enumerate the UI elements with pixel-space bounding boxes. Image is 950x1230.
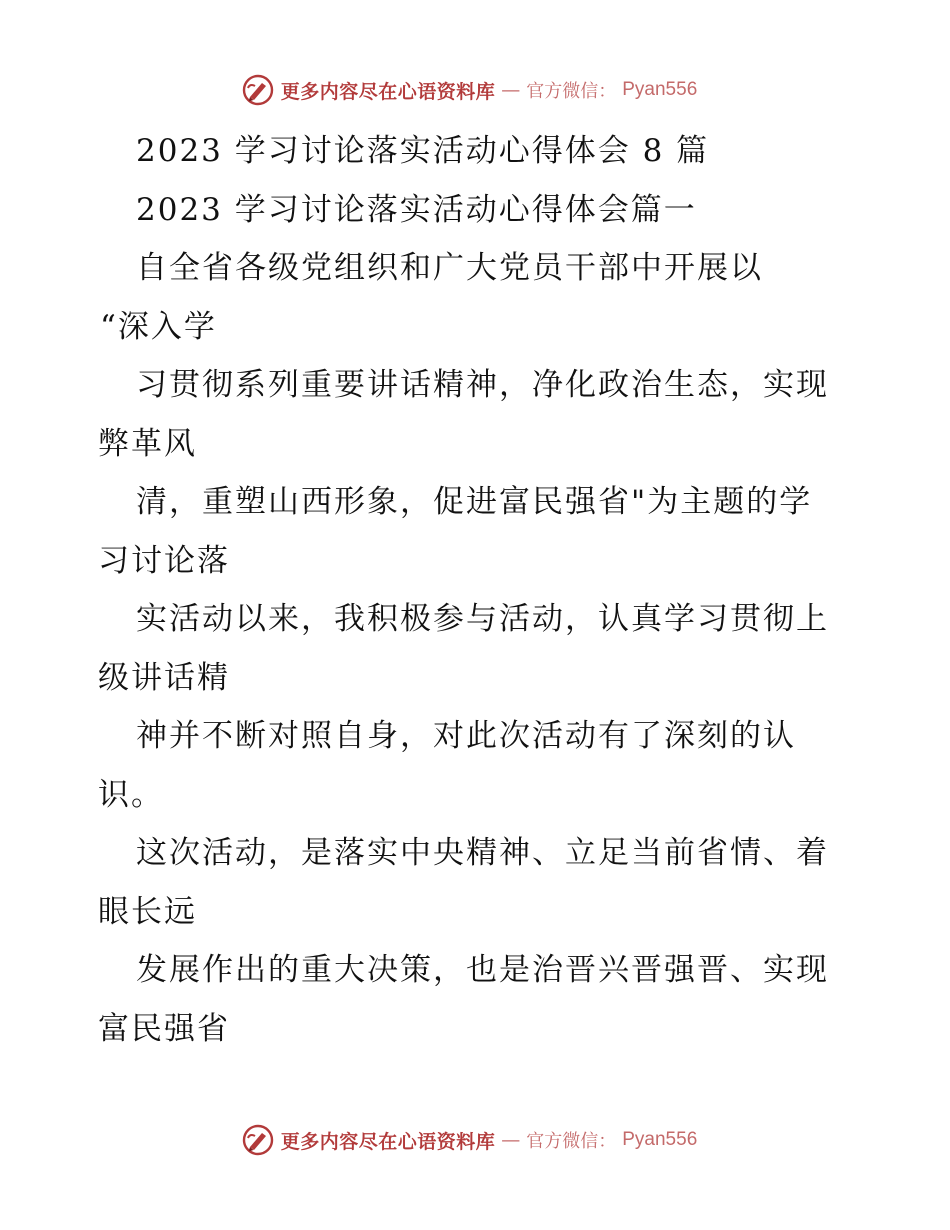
body-line: 发展作出的重大决策，也是治晋兴晋强晋、实现 [136,952,829,988]
body-line: 习贯彻系列重要讲话精神，净化政治生态，实现 [136,367,829,403]
banner-wechat-label: 官方微信： [526,81,617,102]
body-line: 级讲话精 [98,659,230,696]
body-line: 自全省各级党组织和广大党员干部中开展以 [136,250,763,286]
body-line: 弊革风 [98,425,197,462]
body-line: 眼长远 [98,893,197,930]
body-line: 这次活动，是落实中央精神、立足当前省情、着 [136,835,829,871]
banner-dash: — [501,1129,521,1151]
section-heading: 2023 学习讨论落实活动心得体会篇一 [136,191,697,228]
body-line: 识。 [98,776,164,813]
body-line: 清，重塑山西形象，促进富民强省"为主题的学 [136,484,813,520]
body-line: “深入学 [100,308,217,345]
footer-watermark-banner [0,1120,950,1160]
banner-main-text: 更多内容尽在心语资料库 [280,1130,496,1153]
body-line: 习讨论落 [98,542,230,579]
body-line: 神并不断对照自身，对此次活动有了深刻的认 [136,718,796,754]
body-line: 实活动以来，我积极参与活动，认真学习贯彻上 [136,601,829,637]
banner-wechat-id: Pyan556 [622,1129,698,1150]
body-line: 富民强省 [98,1010,230,1047]
banner-main-text: 更多内容尽在心语资料库 [280,80,496,103]
pen-logo-icon [241,1123,275,1157]
header-watermark-banner [0,70,950,110]
document-body [98,122,858,1058]
banner-inner [241,73,698,107]
banner-inner [241,1123,698,1157]
banner-wechat-label: 官方微信： [526,1131,617,1152]
document-title: 2023 学习讨论落实活动心得体会 8 篇 [136,133,710,169]
banner-dash: — [501,79,521,101]
banner-wechat-id: Pyan556 [622,79,698,100]
pen-logo-icon [241,73,275,107]
